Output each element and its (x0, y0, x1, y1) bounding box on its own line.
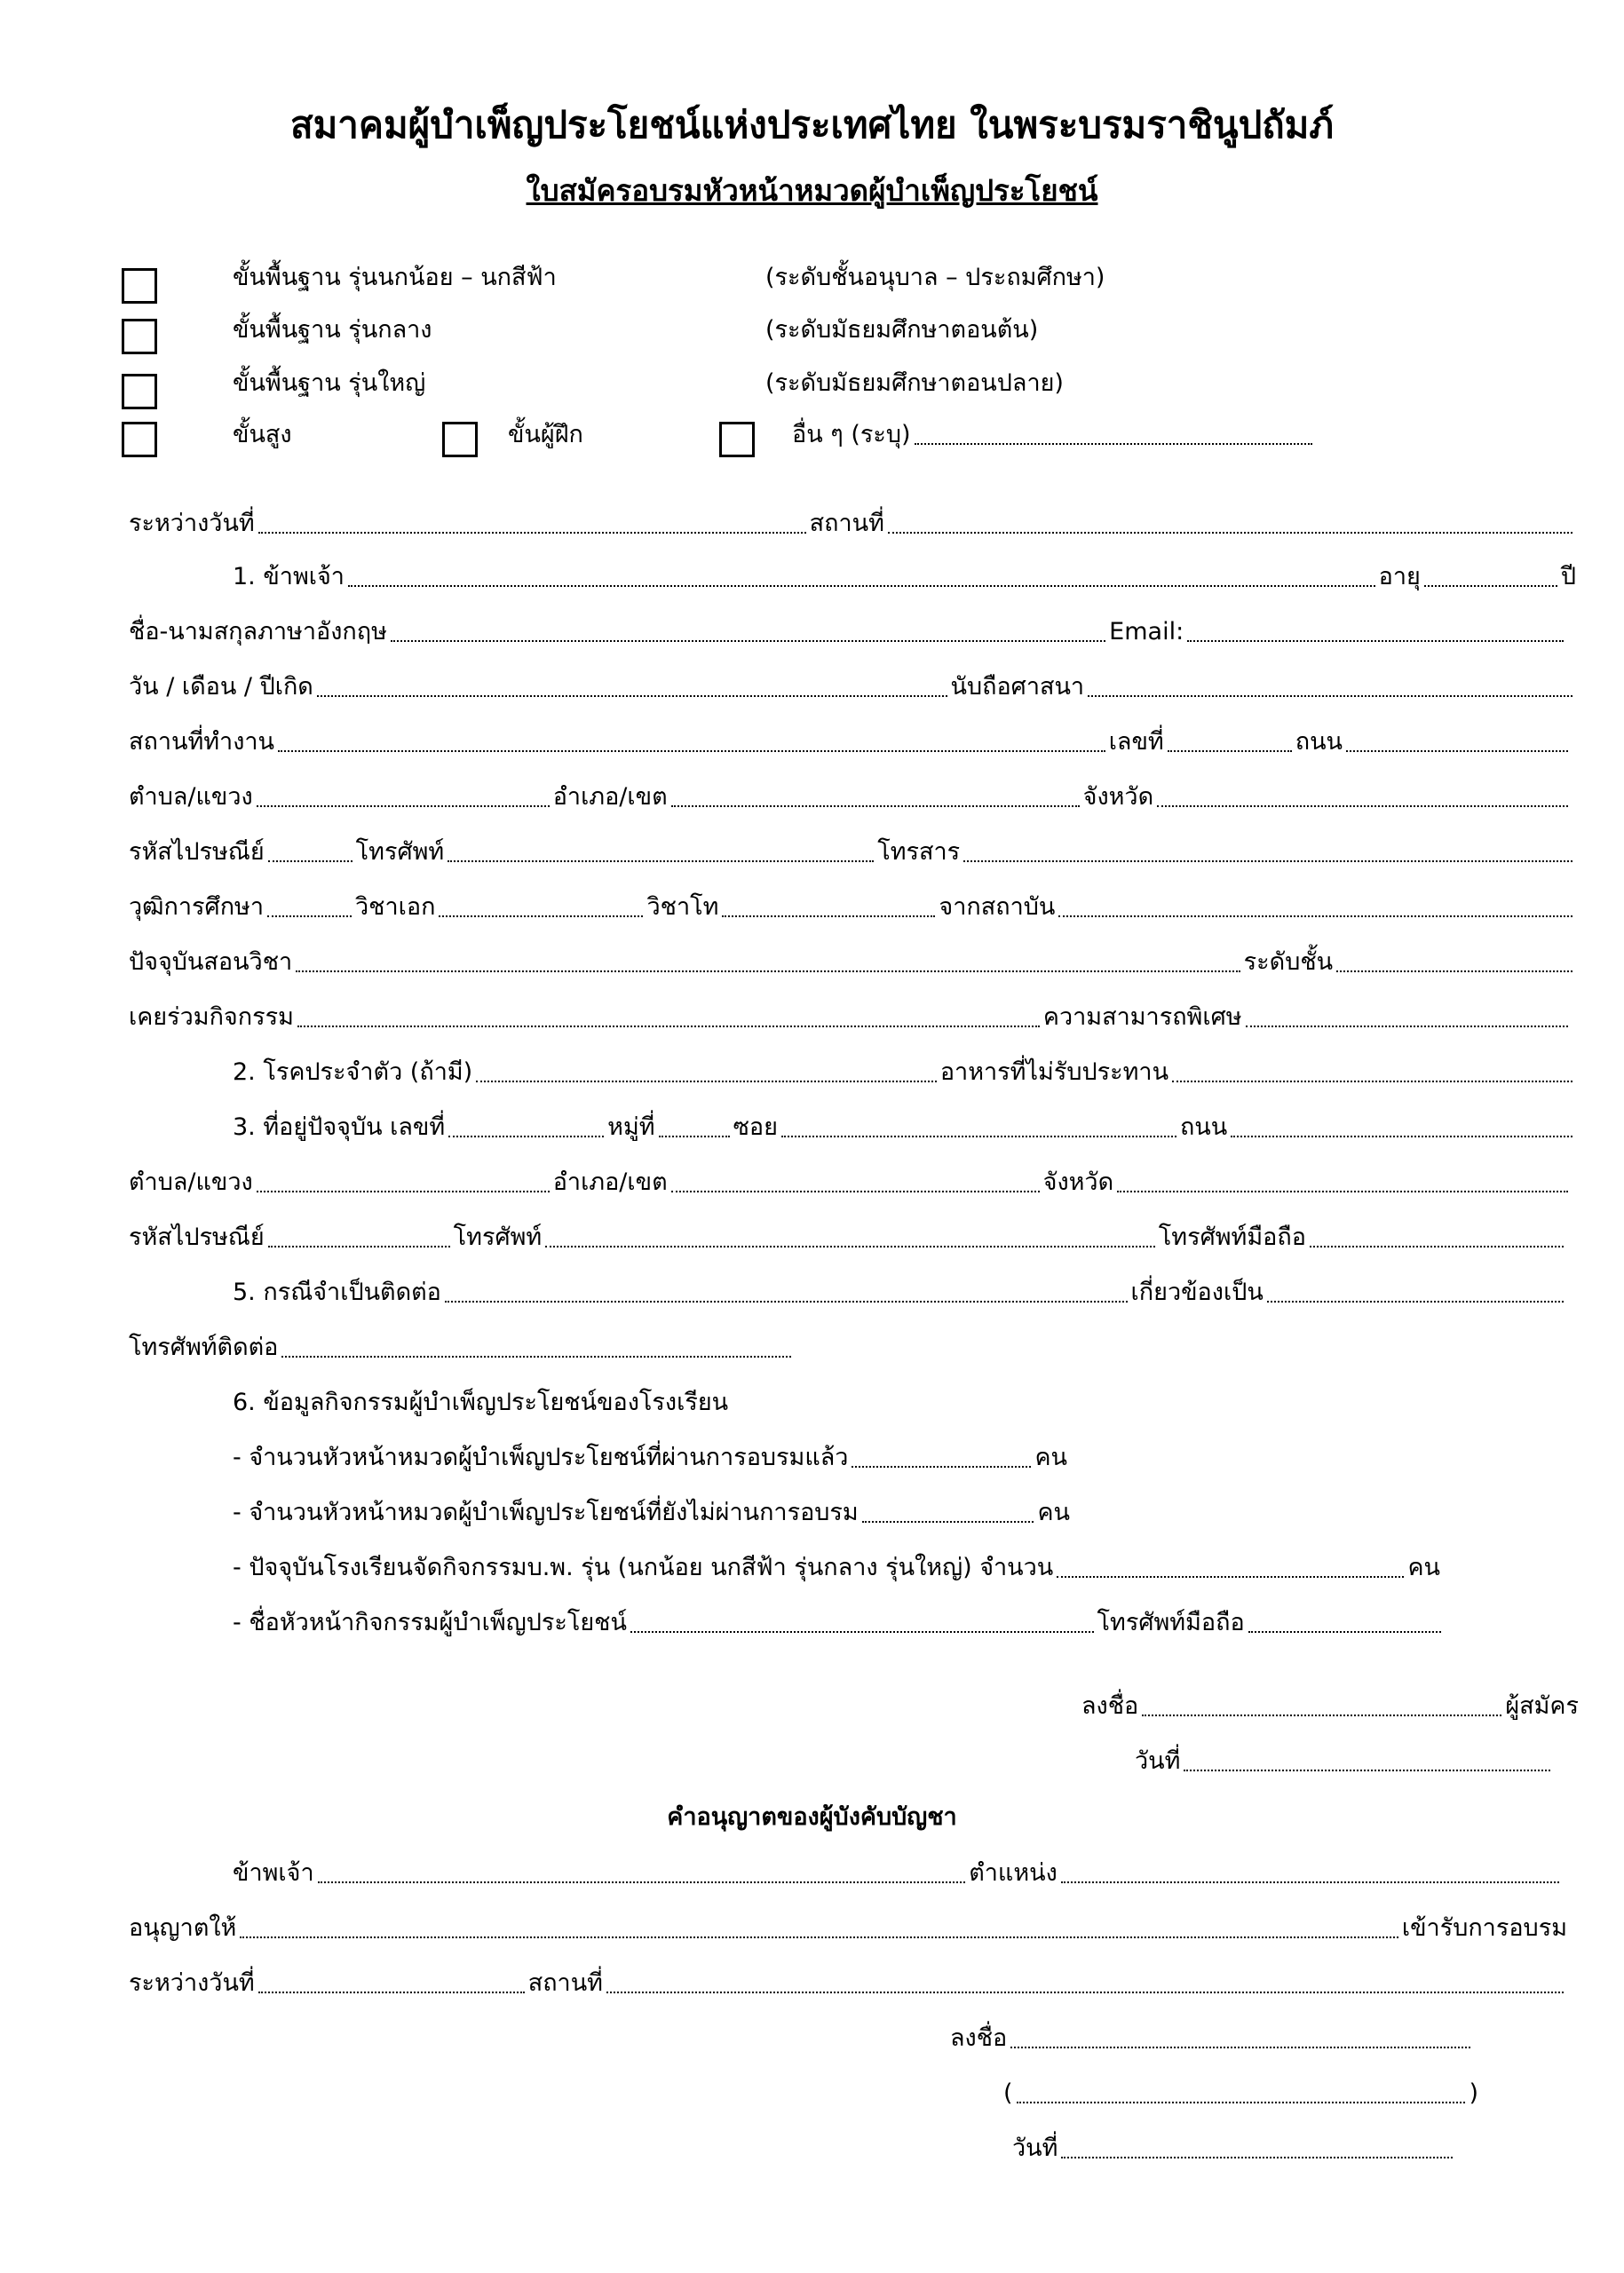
province-label: จังหวัด (1082, 783, 1154, 811)
postcode-blank[interactable] (268, 860, 353, 862)
postcode-label: รหัสไปรษณีย์ (129, 838, 265, 866)
form-row-address-area (129, 1165, 1572, 1200)
head-mobile-label: โทรศัพท์มือถือ (1097, 1609, 1245, 1636)
home-subdistrict-label: ตำบล/แขวง (129, 1168, 253, 1196)
minor-label: วิชาโท (646, 893, 719, 921)
form-row-activities (129, 1000, 1572, 1035)
level-label-2: ขั้นพื้นฐาน รุ่นกลาง (233, 316, 432, 344)
head-mobile-blank[interactable] (1248, 1631, 1441, 1633)
form-row-education (129, 890, 1576, 925)
applicant-date-blank[interactable] (1184, 1770, 1550, 1771)
period-label: ระหว่างวันที่ (129, 510, 255, 537)
close-paren: ) (1469, 2079, 1478, 2107)
english-name-label: ชื่อ-นามสกุลภาษาอังกฤษ (129, 618, 387, 645)
approval-period-label: ระหว่างวันที่ (129, 1969, 255, 1997)
religion-label: นับถือศาสนา (950, 673, 1085, 701)
checkbox-basic-small-bird[interactable] (122, 268, 157, 304)
home-district-label: อำเภอ/เขต (552, 1168, 668, 1196)
year-label: ปี (1560, 563, 1576, 590)
other-specify-blank[interactable] (915, 443, 1312, 445)
section6-row-head (233, 1605, 1445, 1641)
major-label: วิชาเอก (355, 893, 436, 921)
address-road-label: ถนน (1179, 1113, 1228, 1141)
grade-blank[interactable] (1336, 970, 1573, 972)
soi-blank[interactable] (781, 1136, 1176, 1137)
home-phone-blank[interactable] (545, 1246, 1155, 1247)
workplace-label: สถานที่ทำงาน (129, 728, 275, 756)
approver-position-label: ตำแหน่ง (969, 1859, 1058, 1887)
contact-phone-blank[interactable] (281, 1356, 791, 1358)
checkbox-other[interactable] (719, 422, 755, 457)
form-row-contact-phone (129, 1330, 795, 1366)
form-row-health (233, 1055, 1576, 1090)
approver-date-blank[interactable] (1061, 2157, 1453, 2158)
applicant-label: ผู้สมัคร (1505, 1692, 1579, 1720)
birthdate-blank[interactable] (317, 695, 947, 697)
level-note-1: (ระดับชั้นอนุบาล – ประถมศึกษา) (765, 264, 1105, 291)
checkbox-advanced[interactable] (122, 422, 157, 457)
major-blank[interactable] (439, 915, 643, 917)
emergency-contact-blank[interactable] (445, 1301, 1128, 1303)
place-label: สถานที่ (809, 510, 884, 537)
age-blank[interactable] (1424, 585, 1557, 587)
level-label-trainer: ขั้นผู้ฝึก (508, 421, 583, 448)
form-row-period (129, 506, 1576, 542)
food-blank[interactable] (1172, 1081, 1573, 1082)
approval-row-approver (233, 1856, 1563, 1891)
education-label: วุฒิการศึกษา (129, 893, 265, 921)
form-row-emergency (233, 1275, 1567, 1311)
form-row-address-contact (129, 1220, 1567, 1255)
checkbox-trainer[interactable] (442, 422, 478, 457)
applicant-sign-label: ลงชื่อ (1081, 1692, 1139, 1720)
workplace-blank[interactable] (278, 750, 1105, 752)
disease-blank[interactable] (476, 1081, 937, 1082)
district-blank[interactable] (671, 805, 1080, 807)
form-row-name (233, 559, 1576, 595)
trained-unit: คน (1034, 1444, 1067, 1471)
approver-sign-label: ลงชื่อ (950, 2024, 1008, 2052)
level-note-3: (ระดับมัธยมศึกษาตอนปลาย) (765, 369, 1064, 397)
open-paren: ( (1003, 2079, 1013, 2107)
email-blank[interactable] (1187, 640, 1564, 642)
approver-label: ข้าพเจ้า (233, 1859, 314, 1887)
trained-label: - จำนวนหัวหน้าหมวดผู้บำเพ็ญประโยชน์ที่ผ่านการอบรมแล้ว (233, 1444, 849, 1471)
checkbox-basic-senior[interactable] (122, 374, 157, 409)
applicant-date-label: วันที่ (1135, 1747, 1181, 1775)
english-name-blank[interactable] (391, 640, 1105, 642)
institution-label: จากสถาบัน (939, 893, 1056, 921)
form-row-workplace (129, 725, 1572, 760)
moo-label: หมู่ที่ (607, 1113, 655, 1141)
age-label: อายุ (1378, 563, 1421, 590)
applicant-signature-row (1081, 1689, 1579, 1724)
special-label: ความสามารถพิเศษ (1042, 1003, 1242, 1031)
approver-signature-blank[interactable] (1010, 2047, 1470, 2048)
checkbox-basic-middle[interactable] (122, 319, 157, 354)
current-unit: คน (1407, 1554, 1440, 1581)
workplace-number-label: เลขที่ (1108, 728, 1164, 756)
form-row-english-name (129, 614, 1567, 650)
trained-count-blank[interactable] (852, 1466, 1031, 1468)
level-label-3: ขั้นพื้นฐาน รุ่นใหญ่ (233, 369, 426, 397)
approver-signature-row (950, 2021, 1474, 2056)
activities-blank[interactable] (297, 1026, 1040, 1027)
untrained-unit: คน (1037, 1499, 1070, 1526)
untrained-count-blank[interactable] (862, 1521, 1034, 1523)
approval-place-blank[interactable] (606, 1992, 1564, 1993)
level-other-field[interactable] (792, 417, 1316, 453)
address-road-blank[interactable] (1231, 1136, 1573, 1137)
section6-heading: 6. ข้อมูลกิจกรรมผู้บำเพ็ญประโยชน์ของโรงเรียน (233, 1389, 729, 1416)
fax-blank[interactable] (963, 860, 1573, 862)
form-row-teaching (129, 945, 1576, 980)
item1-label: 1. ข้าพเจ้า (233, 563, 345, 590)
address-number-blank[interactable] (448, 1136, 604, 1137)
subdistrict-label: ตำบล/แขวง (129, 783, 253, 811)
level-note-2: (ระดับมัธยมศึกษาตอนต้น) (765, 316, 1039, 344)
head-name-blank[interactable] (630, 1631, 1094, 1633)
item5-label: 5. กรณีจำเป็นติดต่อ (233, 1279, 441, 1306)
name-blank[interactable] (348, 585, 1375, 587)
contact-phone-label: โทรศัพท์ติดต่อ (129, 1334, 279, 1361)
form-subtitle: ใบสมัครอบรมหัวหน้าหมวดผู้บำเพ็ญประโยชน์ (526, 173, 1098, 208)
subdistrict-blank[interactable] (257, 805, 550, 807)
approver-printed-name-blank[interactable] (1017, 2102, 1466, 2103)
province-blank[interactable] (1157, 805, 1568, 807)
allow-name-blank[interactable] (240, 1936, 1398, 1938)
approver-date-label: วันที่ (1012, 2134, 1058, 2162)
activities-label: เคยร่วมกิจกรรม (129, 1003, 294, 1031)
form-row-workplace-contact (129, 835, 1576, 870)
approval-heading: คำอนุญาตของผู้บังคับบัญชา (667, 1803, 957, 1831)
home-mobile-label: โทรศัพท์มือถือ (1158, 1224, 1306, 1251)
approval-row-allow (129, 1911, 1567, 1946)
birthdate-label: วัน / เดือน / ปีเกิด (129, 673, 313, 701)
workplace-road-blank[interactable] (1346, 750, 1568, 752)
home-phone-label: โทรศัพท์ (453, 1224, 543, 1251)
home-subdistrict-blank[interactable] (257, 1191, 550, 1192)
approval-row-period (129, 1966, 1567, 2001)
workplace-road-label: ถนน (1295, 728, 1343, 756)
section6-row-untrained (233, 1495, 1070, 1531)
phone-blank[interactable] (448, 860, 874, 862)
phone-label: โทรศัพท์ (355, 838, 445, 866)
approval-period-blank[interactable] (258, 1992, 525, 1993)
section6-row-current (233, 1550, 1440, 1586)
attend-label: เข้ารับการอบรม (1401, 1914, 1567, 1942)
institution-blank[interactable] (1058, 915, 1573, 917)
teaching-label: ปัจจุบันสอนวิชา (129, 948, 293, 976)
item3-label: 3. ที่อยู่ปัจจุบัน เลขที่ (233, 1113, 446, 1141)
applicant-date-row (1135, 1744, 1554, 1779)
home-postcode-blank[interactable] (268, 1246, 450, 1247)
soi-label: ซอย (733, 1113, 778, 1141)
grade-label: ระดับชั้น (1243, 948, 1334, 976)
place-blank[interactable] (888, 532, 1573, 534)
item2-label: 2. โรคประจำตัว (ถ้ามี) (233, 1058, 473, 1086)
section6-row-trained (233, 1440, 1067, 1476)
home-province-blank[interactable] (1117, 1191, 1568, 1192)
religion-blank[interactable] (1088, 695, 1573, 697)
food-label: อาหารที่ไม่รับประทาน (939, 1058, 1169, 1086)
special-blank[interactable] (1246, 1026, 1568, 1027)
approver-name-blank[interactable] (318, 1881, 966, 1883)
relation-blank[interactable] (1267, 1301, 1564, 1303)
home-postcode-label: รหัสไปรษณีย์ (129, 1224, 265, 1251)
approver-printed-name-row (1003, 2076, 1478, 2111)
form-row-address (233, 1110, 1576, 1145)
untrained-label: - จำนวนหัวหน้าหมวดผู้บำเพ็ญประโยชน์ที่ยังไม่ผ่านการอบรม (233, 1499, 859, 1526)
workplace-number-blank[interactable] (1168, 750, 1292, 752)
approver-date-row (1012, 2131, 1456, 2166)
relation-label: เกี่ยวข้องเป็น (1130, 1279, 1264, 1306)
approver-position-blank[interactable] (1061, 1881, 1559, 1883)
current-label: - ปัจจุบันโรงเรียนจัดกิจกรรมบ.พ. รุ่น (นกน้อย นกสีฟ้า รุ่นกลาง รุ่นใหญ่) จำนวน (233, 1554, 1054, 1581)
teaching-blank[interactable] (296, 970, 1240, 972)
applicant-signature-blank[interactable] (1142, 1715, 1501, 1716)
approval-place-label: สถานที่ (527, 1969, 603, 1997)
email-label: Email: (1109, 618, 1184, 645)
home-province-label: จังหวัด (1042, 1168, 1114, 1196)
education-blank[interactable] (267, 915, 352, 917)
district-label: อำเภอ/เขต (552, 783, 668, 811)
allow-label: อนุญาตให้ (129, 1914, 237, 1942)
home-district-blank[interactable] (671, 1191, 1040, 1192)
home-mobile-blank[interactable] (1310, 1246, 1564, 1247)
minor-blank[interactable] (722, 915, 935, 917)
moo-blank[interactable] (659, 1136, 730, 1137)
form-row-workplace-area (129, 780, 1572, 815)
level-label-advanced: ขั้นสูง (233, 421, 292, 448)
current-count-blank[interactable] (1057, 1576, 1404, 1578)
level-label-1: ขั้นพื้นฐาน รุ่นนกน้อย – นกสีฟ้า (233, 264, 557, 291)
period-blank[interactable] (258, 532, 806, 534)
form-title: สมาคมผู้บำเพ็ญประโยชน์แห่งประเทศไทย ในพระบรมราชินูปถัมภ์ (289, 103, 1335, 147)
head-label: - ชื่อหัวหน้ากิจกรรมผู้บำเพ็ญประโยชน์ (233, 1609, 627, 1636)
fax-label: โทรสาร (877, 838, 961, 866)
level-label-other: อื่น ๆ (ระบุ) (792, 421, 911, 448)
form-row-birthdate (129, 669, 1576, 705)
